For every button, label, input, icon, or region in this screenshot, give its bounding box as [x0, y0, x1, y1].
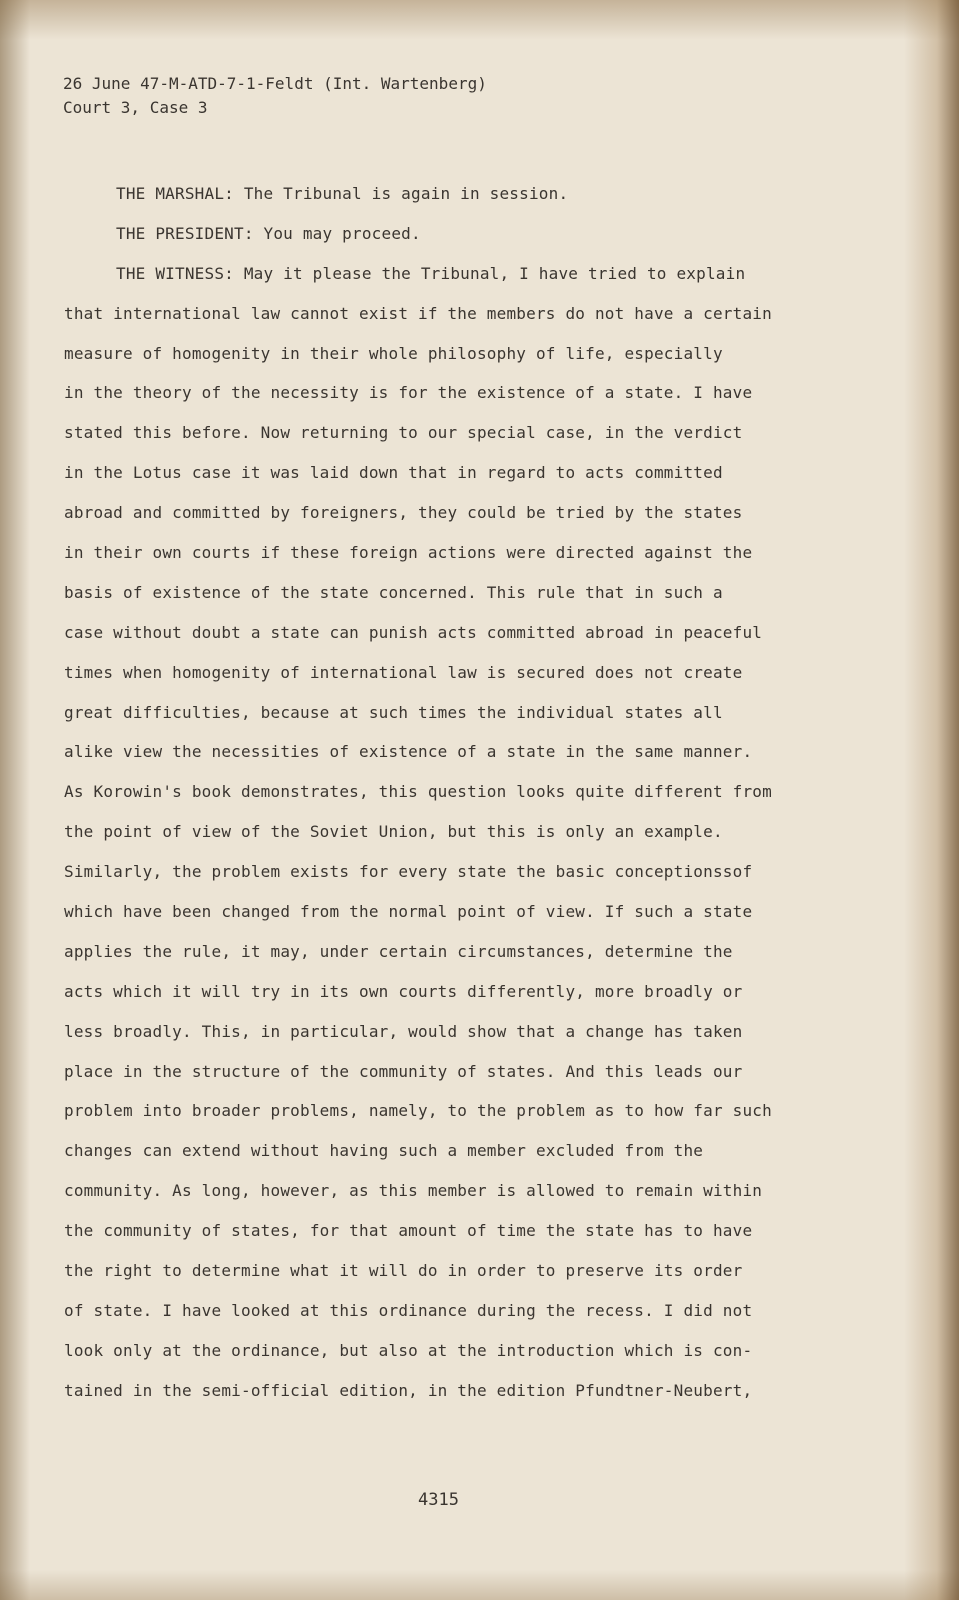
transcript-line: alike view the necessities of existence of a state in the same manner. — [64, 742, 753, 762]
transcript-body — [64, 174, 834, 1411]
transcript-line: look only at the ordinance, but also at the introduction which is con- — [64, 1340, 753, 1360]
transcript-line: community. As long, however, as this member is allowed to remain within — [64, 1181, 763, 1201]
transcript-line: in the theory of the necessity is for the existence of a state. I have — [64, 383, 753, 403]
transcript-line: place in the structure of the community of states. And this leads our — [64, 1061, 743, 1081]
transcript-line: of state. I have looked at this ordinance during the recess. I did not — [64, 1300, 753, 1320]
transcript-line: times when homogenity of international law is secured does not create — [64, 662, 743, 682]
transcript-line: basis of existence of the state concerned. This rule that in such a — [64, 582, 723, 602]
transcript-line: the right to determine what it will do in order to preserve its order — [64, 1261, 743, 1281]
transcript-line: in their own courts if these foreign actions were directed against the — [64, 543, 753, 563]
transcript-line: the community of states, for that amount of time the state has to have — [64, 1221, 753, 1241]
transcript-line: that international law cannot exist if the members do not have a certain — [64, 303, 772, 323]
transcript-line: tained in the semi-official edition, in the edition Pfundtner-Neubert, — [64, 1380, 753, 1400]
transcript-line: problem into broader problems, namely, to the problem as to how far such — [64, 1101, 772, 1121]
transcript-line: changes can extend without having such a member excluded from the — [64, 1141, 704, 1161]
transcript-line: acts which it will try in its own courts differently, more broadly or — [64, 981, 743, 1001]
transcript-line: THE MARSHAL: The Tribunal is again in session. — [116, 184, 569, 203]
transcript-line: great difficulties, because at such times the individual states all — [64, 702, 723, 722]
transcript-line: THE PRESIDENT: You may proceed. — [116, 223, 421, 243]
transcript-line: which have been changed from the normal point of view. If such a state — [64, 902, 753, 922]
transcript-line: measure of homogenity in their whole philosophy of life, especially — [64, 343, 723, 363]
header-line-2: Court 3, Case 3 — [63, 98, 208, 117]
transcript-line: case without doubt a state can punish acts committed abroad in peaceful — [64, 622, 763, 642]
transcript-line: stated this before. Now returning to our special case, in the verdict — [64, 423, 743, 443]
page-number: 4315 — [418, 1490, 459, 1510]
transcript-line: applies the rule, it may, under certain circumstances, determine the — [64, 941, 733, 961]
transcript-line: As Korowin's book demonstrates, this question looks quite different from — [64, 782, 772, 802]
header-line-1: 26 June 47-M-ATD-7-1-Feldt (Int. Wartenberg) — [63, 74, 487, 93]
transcript-line: in the Lotus case it was laid down that in regard to acts committed — [64, 463, 723, 483]
transcript-line: Similarly, the problem exists for every state the basic conceptionssof — [64, 862, 753, 882]
transcript-line: THE WITNESS: May it please the Tribunal, I have tried to explain — [116, 263, 746, 283]
transcript-line: less broadly. This, in particular, would show that a change has taken — [64, 1021, 743, 1041]
document-header — [63, 72, 487, 120]
transcript-line: the point of view of the Soviet Union, but this is only an example. — [64, 822, 723, 842]
transcript-line: abroad and committed by foreigners, they could be tried by the states — [64, 503, 743, 523]
